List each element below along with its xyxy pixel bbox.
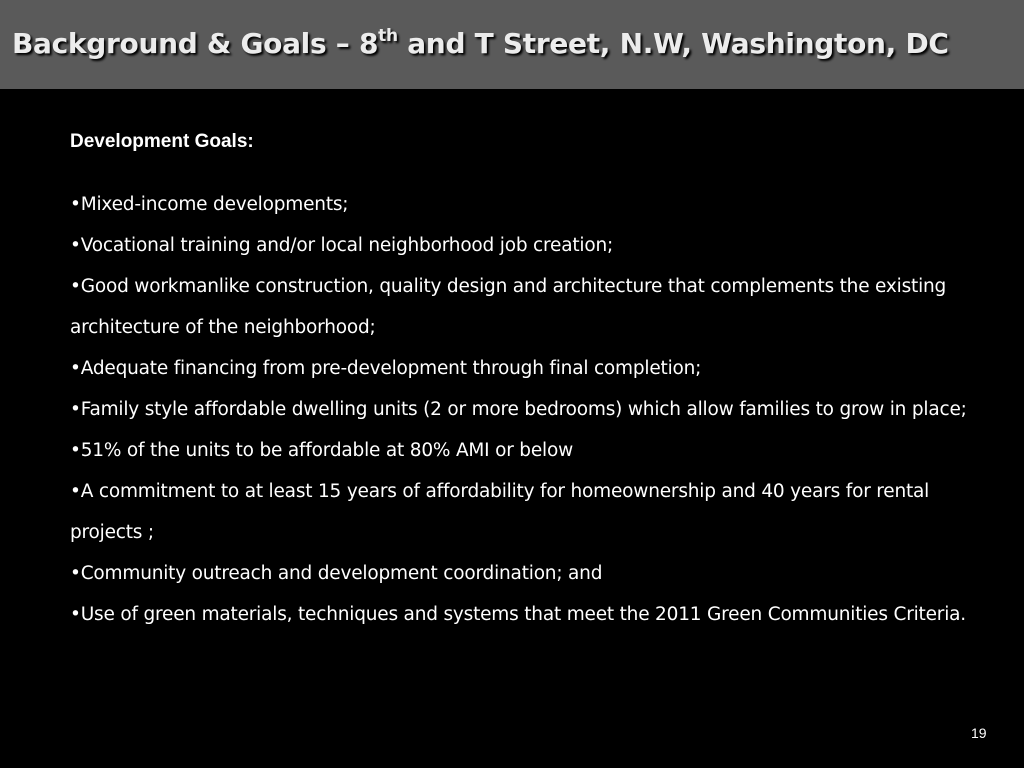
title-superscript: th xyxy=(378,26,398,46)
goal-item: •Community outreach and development coordination; and xyxy=(70,563,603,584)
goal-item: •Good workmanlike construction, quality design and architecture that complements the existing architecture of the neighborhood; xyxy=(70,276,947,338)
goal-item: •Family style affordable dwelling units (2 or more bedrooms) which allow families to grow in place; xyxy=(70,399,967,420)
title-text-end: and T Street, N.W, Washington, DC xyxy=(397,27,949,60)
slide-body xyxy=(70,126,970,635)
goal-item: •Use of green materials, techniques and systems that meet the 2011 Green Communities Criteria. xyxy=(70,604,966,625)
goal-item: •Mixed-income developments; xyxy=(70,194,349,215)
goal-item: •Vocational training and/or local neighborhood job creation; xyxy=(70,235,614,256)
title-text-start: Background & Goals – 8 xyxy=(12,27,379,60)
goals-list xyxy=(70,184,970,635)
goal-item: •Adequate financing from pre-development through final completion; xyxy=(70,358,702,379)
goal-item: •51% of the units to be affordable at 80% AMI or below xyxy=(70,440,574,461)
goal-item: •A commitment to at least 15 years of affordability for homeownership and 40 years for rental projects ; xyxy=(70,481,930,543)
page-number: 19 xyxy=(971,725,987,741)
slide-title xyxy=(12,24,949,64)
development-goals-heading: Development Goals: xyxy=(70,131,254,152)
title-bar xyxy=(0,0,1024,89)
